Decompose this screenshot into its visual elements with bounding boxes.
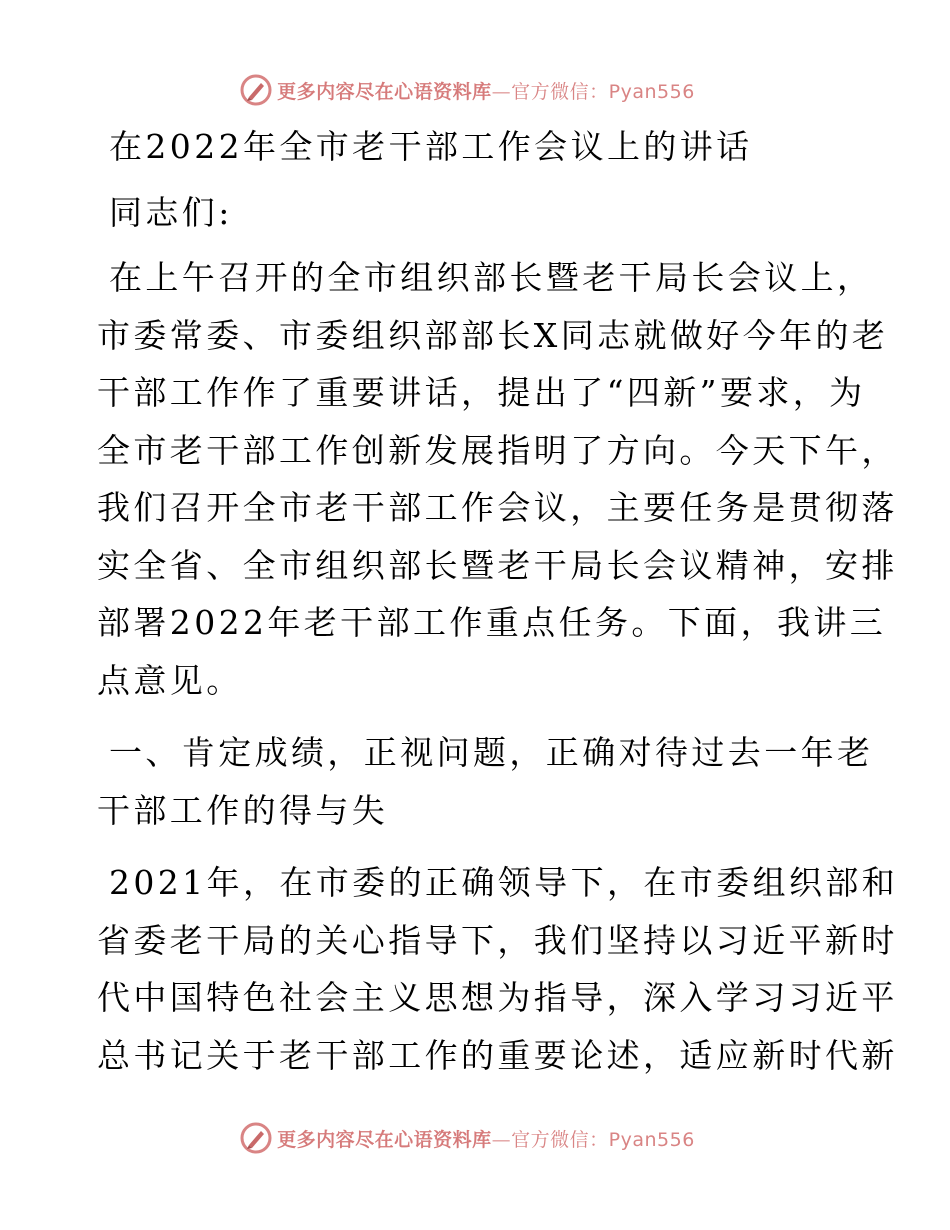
pen-seal-icon	[239, 1121, 273, 1155]
watermark-brand: 更多内容尽在心语资料库	[277, 1128, 492, 1151]
paragraph-line: 我们召开全市老干部工作会议，主要任务是贯彻落	[97, 488, 898, 527]
pen-seal-icon	[239, 73, 273, 107]
paragraph-line: 市委常委、市委组织部部长X同志就做好今年的老	[97, 315, 889, 355]
salutation: 同志们:	[109, 192, 233, 232]
document-body	[97, 118, 899, 1084]
watermark-contact: 官方微信：Pyan556	[511, 80, 695, 103]
paragraph-line: 2021年，在市委的正确领导下，在市委组织部和	[109, 863, 899, 902]
paragraph-line: 全市老干部工作创新发展指明了方向。今天下午，	[97, 430, 898, 470]
heading-line: 一、肯定成绩，正视问题，正确对待过去一年老	[109, 733, 874, 772]
watermark-separator: —	[491, 1128, 512, 1151]
watermark-header	[0, 70, 950, 110]
paragraph-line: 代中国特色社会主义思想为指导，深入学习习近平	[97, 978, 898, 1017]
document-title: 在2022年全市老干部工作会议上的讲话	[109, 127, 753, 166]
paragraph-line: 点意见。	[97, 660, 243, 700]
paragraph-line: 干部工作作了重要讲话，提出了“四新”要求，为	[97, 373, 866, 412]
paragraph-line: 在上午召开的全市组织部长暨老干局长会议上，	[109, 258, 874, 297]
section-heading-1	[97, 724, 874, 839]
heading-line: 干部工作的得与失	[97, 790, 389, 830]
watermark-contact: 官方微信：Pyan556	[511, 1128, 695, 1151]
watermark-footer	[0, 1118, 950, 1158]
paragraph-intro	[97, 249, 898, 709]
paragraph-line: 部署2022年老干部工作重点任务。下面，我讲三	[97, 603, 887, 642]
paragraph-review	[97, 854, 899, 1084]
watermark-separator: —	[491, 80, 512, 103]
paragraph-line: 实全省、全市组织部长暨老干局长会议精神，安排	[97, 545, 898, 585]
paragraph-line: 总书记关于老干部工作的重要论述，适应新时代新	[97, 1035, 898, 1075]
paragraph-line: 省委老干局的关心指导下，我们坚持以习近平新时	[97, 920, 898, 960]
watermark-brand: 更多内容尽在心语资料库	[277, 80, 492, 103]
